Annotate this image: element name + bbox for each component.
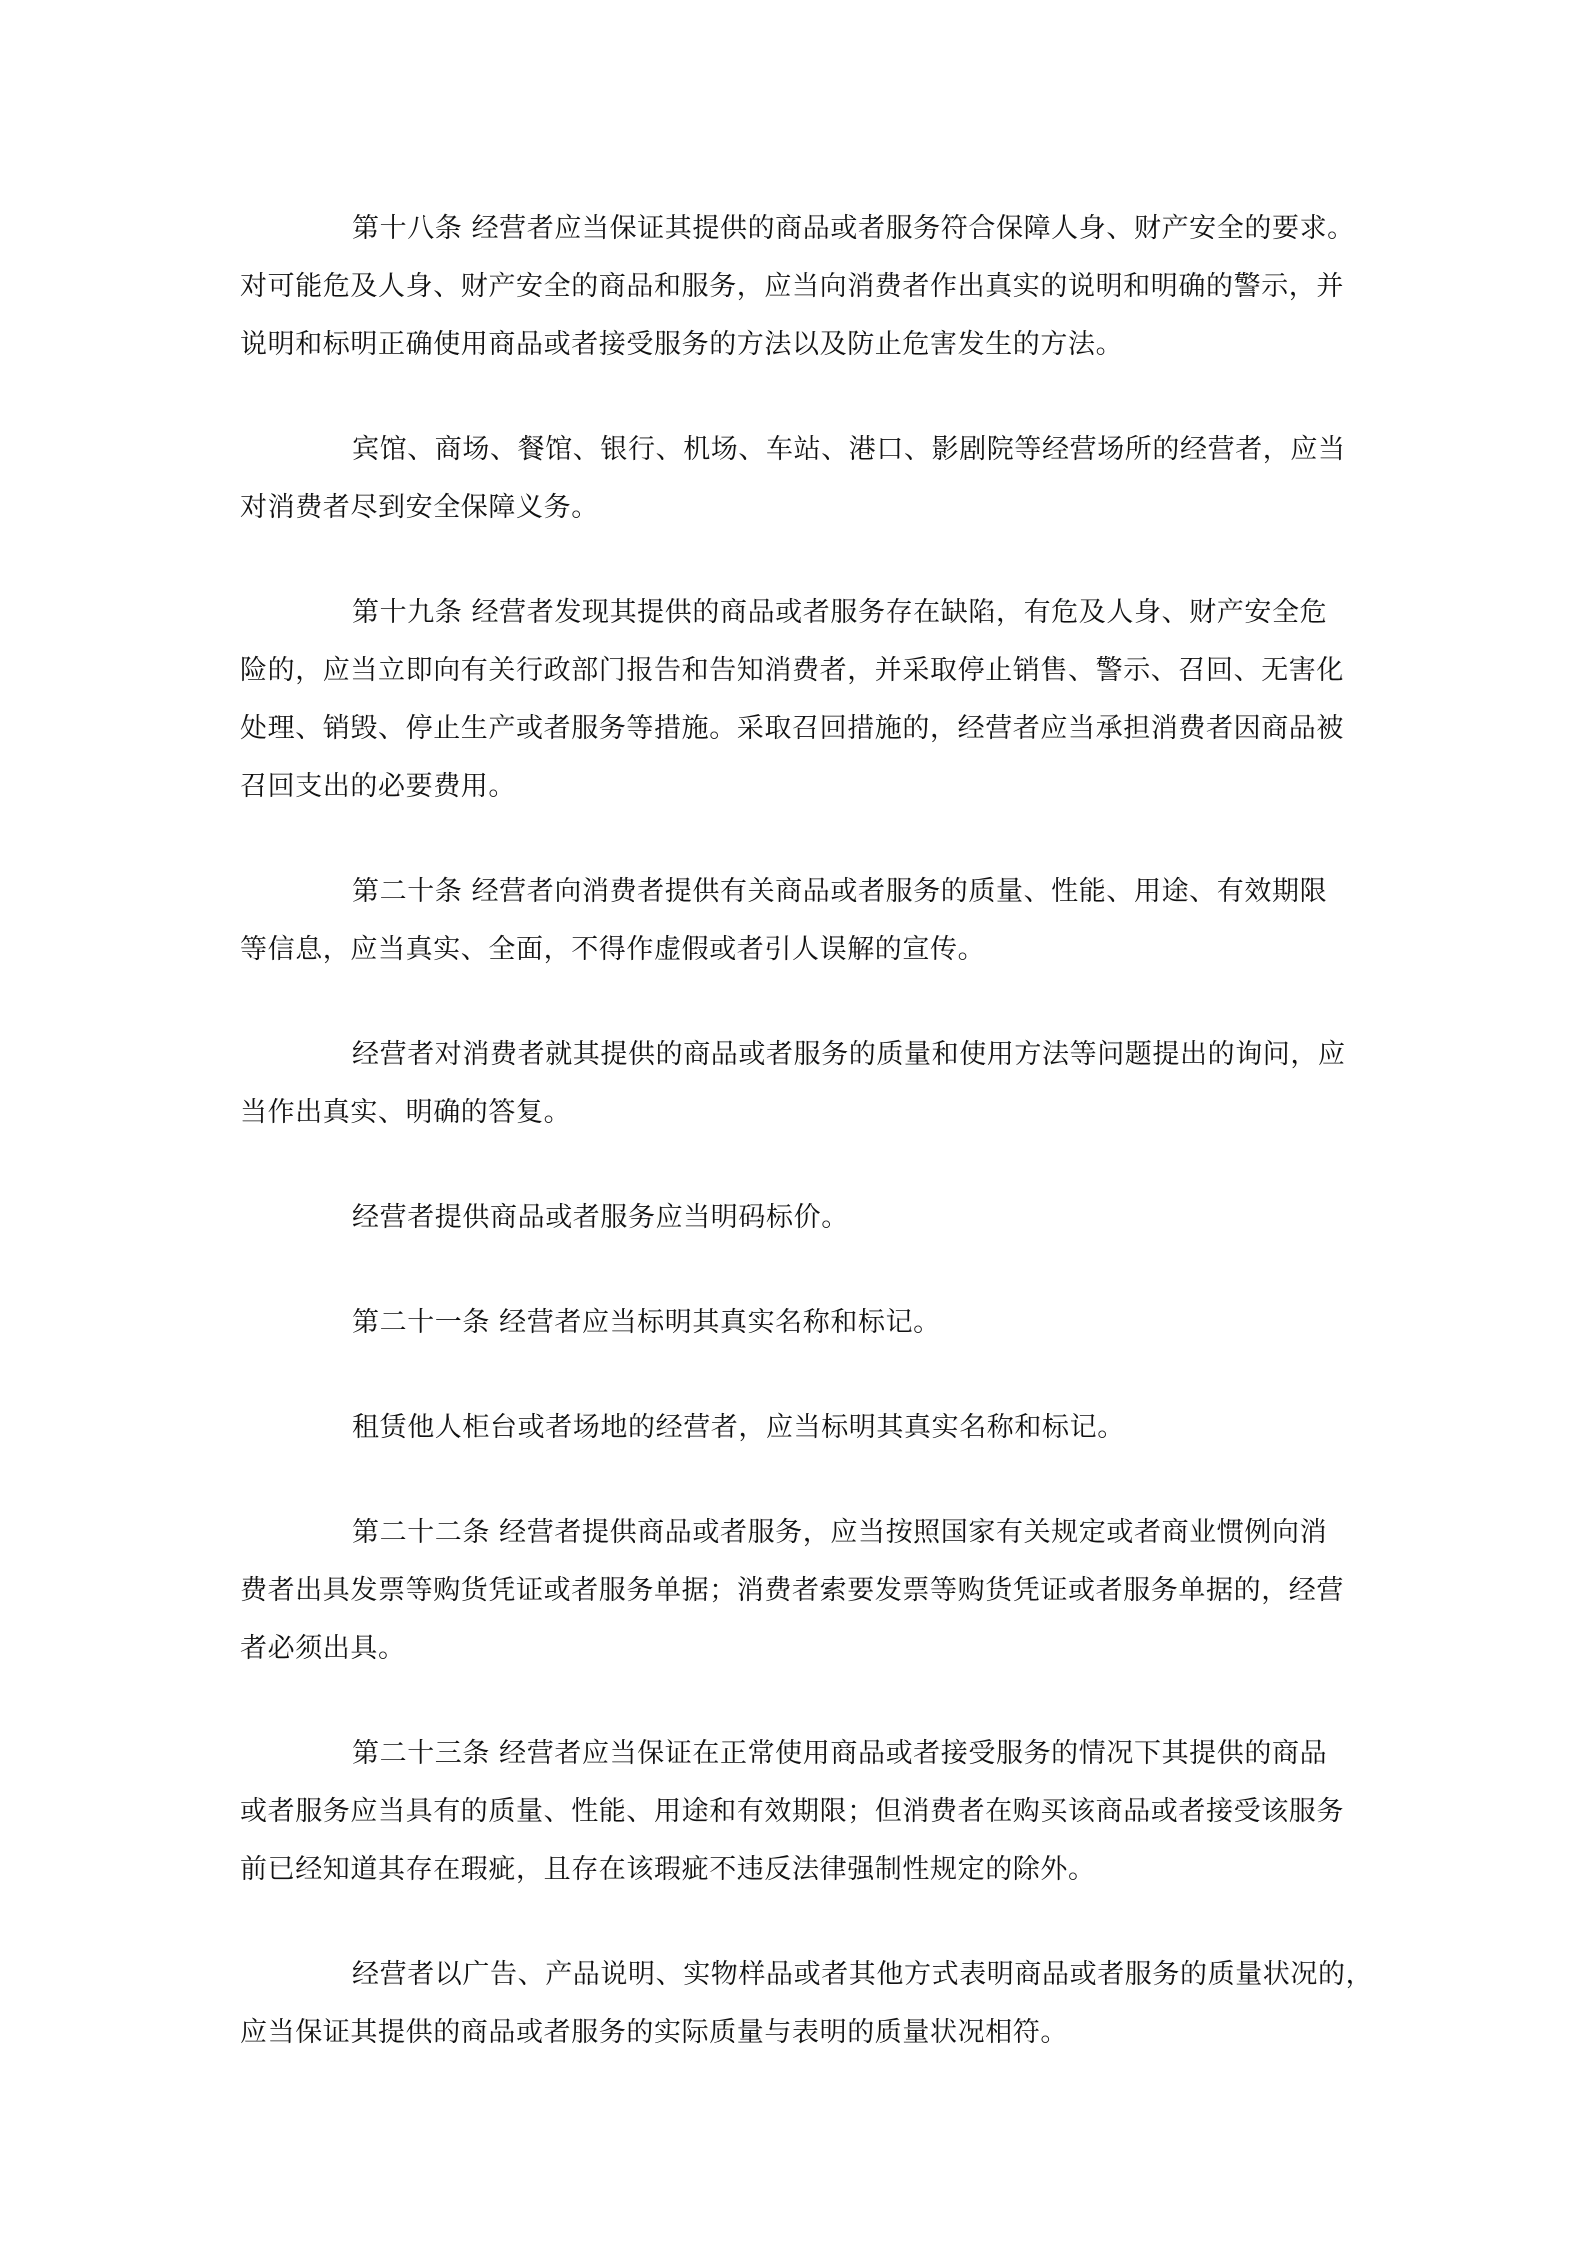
text-line: 说明和标明正确使用商品或者接受服务的方法以及防止危害发生的方法。 <box>240 329 1124 360</box>
text-line: 对可能危及人身、财产安全的商品和服务，应当向消费者作出真实的说明和明确的警示，并 <box>240 271 1344 302</box>
paragraph-article-23-quality-claims <box>240 1946 1374 2062</box>
paragraph-article-20-pricing <box>240 1189 1360 1247</box>
text-line: 第十九条 经营者发现其提供的商品或者服务存在缺陷，有危及人身、财产安全危 <box>352 597 1328 628</box>
text-line: 处理、销毁、停止生产或者服务等措施。采取召回措施的，经营者应当承担消费者因商品被 <box>240 713 1344 744</box>
text-line: 第二十条 经营者向消费者提供有关商品或者服务的质量、性能、用途、有效期限 <box>352 876 1328 907</box>
text-line: 租赁他人柜台或者场地的经营者，应当标明其真实名称和标记。 <box>352 1412 1125 1443</box>
text-line: 第二十三条 经营者应当保证在正常使用商品或者接受服务的情况下其提供的商品 <box>352 1738 1328 1769</box>
paragraph-article-19 <box>240 584 1360 816</box>
text-line: 或者服务应当具有的质量、性能、用途和有效期限；但消费者在购买该商品或者接受该服务 <box>240 1796 1344 1827</box>
text-line: 经营者提供商品或者服务应当明码标价。 <box>352 1202 849 1233</box>
text-line: 者必须出具。 <box>240 1633 406 1664</box>
paragraph-article-18 <box>240 200 1360 374</box>
paragraph-article-21 <box>240 1294 1360 1352</box>
text-line: 对消费者尽到安全保障义务。 <box>240 492 599 523</box>
paragraph-article-22 <box>240 1504 1360 1678</box>
text-line: 应当保证其提供的商品或者服务的实际质量与表明的质量状况相符。 <box>240 2017 1068 2048</box>
text-line: 前已经知道其存在瑕疵，且存在该瑕疵不违反法律强制性规定的除外。 <box>240 1854 1096 1885</box>
text-line: 当作出真实、明确的答复。 <box>240 1097 572 1128</box>
paragraph-article-23 <box>240 1725 1360 1899</box>
text-line: 费者出具发票等购货凭证或者服务单据；消费者索要发票等购货凭证或者服务单据的，经营 <box>240 1575 1344 1606</box>
text-line: 经营者以广告、产品说明、实物样品或者其他方式表明商品或者服务的质量状况的， <box>352 1959 1374 1990</box>
text-line: 险的，应当立即向有关行政部门报告和告知消费者，并采取停止销售、警示、召回、无害化 <box>240 655 1344 686</box>
text-line: 第二十二条 经营者提供商品或者服务，应当按照国家有关规定或者商业惯例向消 <box>352 1517 1328 1548</box>
paragraph-article-18-safety-duty <box>240 421 1360 537</box>
text-line: 等信息，应当真实、全面，不得作虚假或者引人误解的宣传。 <box>240 934 986 965</box>
text-line: 第十八条 经营者应当保证其提供的商品或者服务符合保障人身、财产安全的要求。 <box>352 213 1355 244</box>
text-line: 宾馆、商场、餐馆、银行、机场、车站、港口、影剧院等经营场所的经营者，应当 <box>352 434 1346 465</box>
document-page <box>240 200 1374 2109</box>
paragraph-article-20 <box>240 863 1360 979</box>
paragraph-article-21-lease <box>240 1399 1360 1457</box>
paragraph-article-20-inquiry <box>240 1026 1360 1142</box>
text-line: 召回支出的必要费用。 <box>240 771 516 802</box>
text-line: 第二十一条 经营者应当标明其真实名称和标记。 <box>352 1307 941 1338</box>
text-line: 经营者对消费者就其提供的商品或者服务的质量和使用方法等问题提出的询问，应 <box>352 1039 1346 1070</box>
